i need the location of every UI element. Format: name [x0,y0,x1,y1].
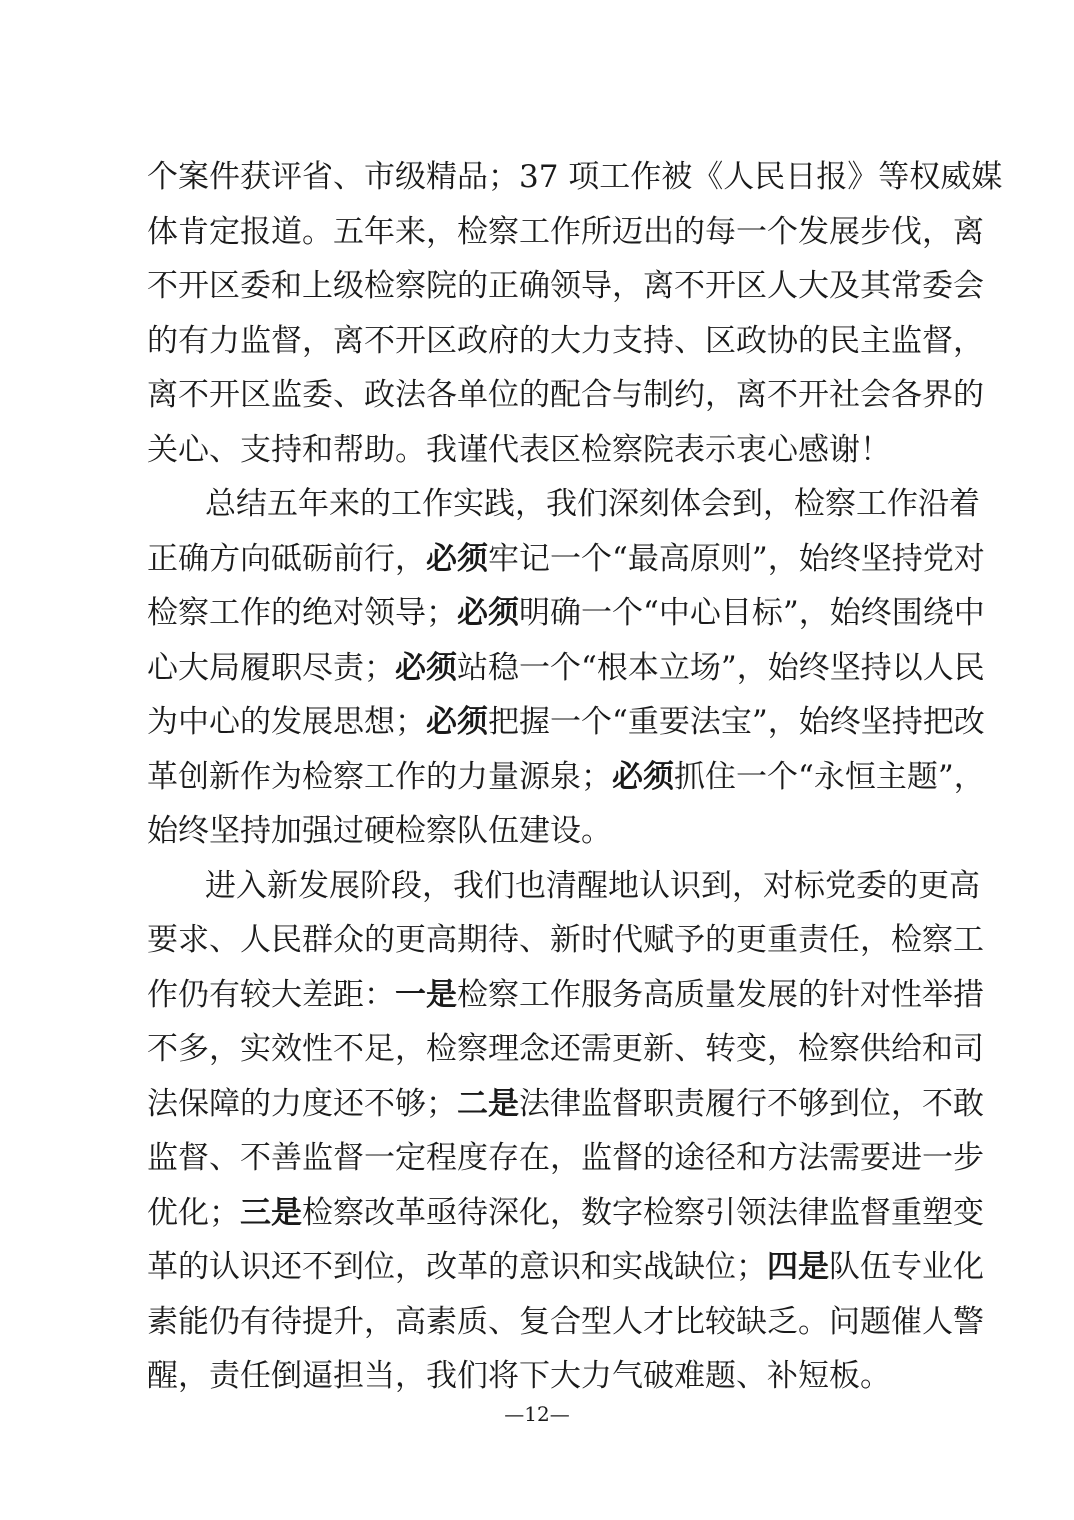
text-segment: 要求、人民群众的更高期待、新时代赋予的更重责任，检察工 [147,922,984,958]
text-segment: 素能仍有待提升，高素质、复合型人才比较缺乏。问题催人警 [147,1303,984,1340]
text-segment: 始终坚持加强过硬检察队伍建设。 [147,813,612,849]
text-segment: 离不开区监委、政法各单位的配合与制约，离不开社会各界的 [147,377,984,413]
text-line [147,368,984,423]
text-line [147,150,1003,205]
paragraph [147,477,985,859]
text-line [147,532,985,587]
text-segment: 为中心的发展思想； [147,704,426,740]
text-segment: 优化； [147,1194,240,1231]
text-line [147,641,985,696]
text-line [147,913,984,968]
text-segment: 把握一个“重要法宝”，始终坚持把改 [488,704,985,740]
paragraph [147,859,984,1404]
text-line [147,423,937,478]
text-line [147,968,984,1023]
body-text [147,150,1003,1404]
text-segment: 不开区委和上级检察院的正确领导，离不开区人大及其常委会 [147,268,984,304]
text-segment: 的有力监督，离不开区政府的大力支持、区政协的民主监督， [147,322,984,359]
text-line [147,205,984,260]
text-segment: 不多，实效性不足，检察理念还需更新、转变，检察供给和司 [147,1031,984,1067]
text-segment: 总结五年来的工作实践，我们深刻体会到，检察工作沿着 [205,486,980,522]
text-line [147,1131,984,1186]
text-line [147,1349,937,1404]
text-segment: 牢记一个“最高原则”，始终坚持党对 [488,540,985,577]
text-segment: 法保障的力度还不够； [147,1085,457,1122]
text-segment: 革创新作为检察工作的力量源泉； [147,758,612,795]
text-line [147,1295,984,1350]
text-segment: 关心、支持和帮助。我谨代表区检察院表示衷心感谢！ [147,431,891,468]
emphasis-text: 必须 [612,758,674,795]
emphasis-text: 必须 [457,595,519,631]
text-line [147,586,985,641]
text-segment: 队伍专业化 [829,1249,984,1285]
paragraph [147,150,1003,477]
text-line [147,859,980,914]
text-line [147,1240,984,1295]
text-segment: 进入新发展阶段，我们也清醒地认识到，对标党委的更高 [205,867,980,904]
text-line [147,1186,984,1241]
text-segment: 心大局履职尽责； [147,649,395,686]
text-segment: 检察改革亟待深化，数字检察引领法律监督重塑变 [302,1194,984,1231]
emphasis-text: 四是 [767,1249,829,1285]
text-segment: 法律监督职责履行不够到位，不敢 [519,1085,984,1122]
text-segment: 明确一个“中心目标”，始终围绕中 [519,595,985,631]
text-segment: 检察工作的绝对领导； [147,595,457,631]
text-line [147,750,985,805]
emphasis-text: 必须 [395,649,457,686]
emphasis-text: 必须 [426,540,488,577]
page-number: —12— [504,1402,570,1426]
emphasis-text: 三是 [240,1194,302,1231]
text-segment: 个案件获评省、市级精品；37 项工作被《人民日报》等权威媒 [147,159,1003,195]
text-line [147,1077,984,1132]
emphasis-text: 一是 [395,976,457,1013]
text-line [147,804,937,859]
text-segment: 醒，责任倒逼担当，我们将下大力气破难题、补短板。 [147,1358,891,1394]
text-segment: 革的认识还不到位，改革的意识和实战缺位； [147,1249,767,1285]
text-segment: 作仍有较大差距： [147,976,395,1013]
emphasis-text: 必须 [426,704,488,740]
text-segment: 站稳一个“根本立场”，始终坚持以人民 [457,649,985,686]
text-line [147,314,984,369]
text-line [147,695,985,750]
text-segment: 抓住一个“永恒主题”， [674,758,985,795]
text-line [147,259,984,314]
text-segment: 正确方向砥砺前行， [147,540,426,577]
emphasis-text: 二是 [457,1085,519,1122]
text-segment: 检察工作服务高质量发展的针对性举措 [457,976,984,1013]
text-line [147,477,980,532]
text-line [147,1022,984,1077]
text-segment: 体肯定报道。五年来，检察工作所迈出的每一个发展步伐，离 [147,213,984,250]
text-segment: 监督、不善监督一定程度存在，监督的途径和方法需要进一步 [147,1140,984,1176]
